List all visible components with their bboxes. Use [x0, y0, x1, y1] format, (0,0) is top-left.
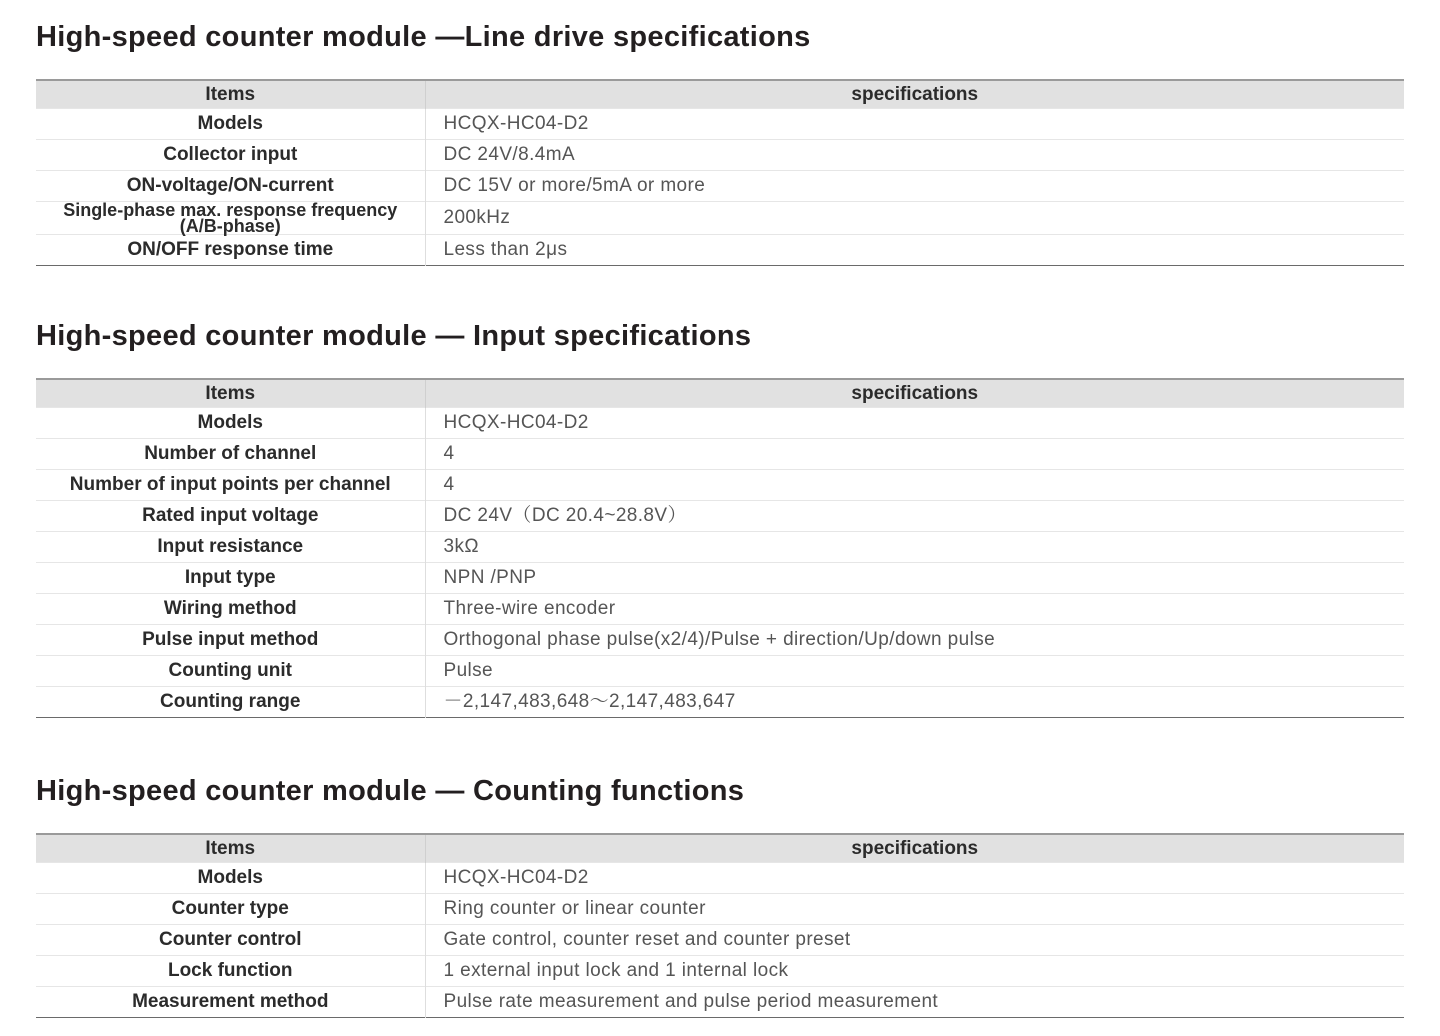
item-label: Input resistance: [36, 532, 425, 563]
spec-value: Less than 2μs: [425, 235, 1404, 266]
spec-value: 4: [425, 470, 1404, 501]
items-column-header: Items: [36, 80, 425, 109]
spec-value: 4: [425, 439, 1404, 470]
spec-value: DC 24V/8.4mA: [425, 140, 1404, 171]
item-label: Models: [36, 863, 425, 894]
specifications-column-header: specifications: [425, 834, 1404, 863]
table-row: [36, 470, 1404, 501]
spec-value: DC 15V or more/5mA or more: [425, 171, 1404, 202]
item-label: [36, 202, 425, 235]
spec-value: Gate control, counter reset and counter preset: [425, 925, 1404, 956]
counting-functions-table: [36, 833, 1404, 1018]
table-row: [36, 532, 1404, 563]
table-row: [36, 439, 1404, 470]
item-label: Measurement method: [36, 987, 425, 1018]
item-label: Counter type: [36, 894, 425, 925]
section-title: High-speed counter module — Counting functions: [36, 775, 745, 807]
section-title: High-speed counter module — Input specifications: [36, 320, 752, 352]
spec-value: Three-wire encoder: [425, 594, 1404, 625]
spec-value: DC 24V（DC 20.4~28.8V）: [425, 501, 1404, 532]
spec-value: 3kΩ: [425, 532, 1404, 563]
section-input-specifications: [36, 313, 1404, 712]
table-row: [36, 235, 1404, 266]
item-label: Number of input points per channel: [36, 470, 425, 501]
spec-value: －2,147,483,648～2,147,483,647: [425, 687, 1404, 718]
table-row: [36, 140, 1404, 171]
table-row: [36, 501, 1404, 532]
table-header-row: [36, 80, 1404, 109]
table-row: [36, 656, 1404, 687]
section-title: High-speed counter module —Line drive specifications: [36, 21, 811, 53]
item-label: Collector input: [36, 140, 425, 171]
table-header-row: [36, 834, 1404, 863]
item-label: Input type: [36, 563, 425, 594]
input-spec-table: [36, 378, 1404, 718]
table-row: [36, 925, 1404, 956]
table-row: [36, 625, 1404, 656]
spec-value: 1 external input lock and 1 internal lock: [425, 956, 1404, 987]
specifications-column-header: specifications: [425, 379, 1404, 408]
spec-value: Pulse rate measurement and pulse period measurement: [425, 987, 1404, 1018]
table-row: [36, 894, 1404, 925]
table-row: [36, 863, 1404, 894]
table-row: [36, 594, 1404, 625]
item-label: Wiring method: [36, 594, 425, 625]
section-line-drive-specifications: [36, 14, 1404, 260]
items-column-header: Items: [36, 379, 425, 408]
table-header-row: [36, 379, 1404, 408]
items-column-header: Items: [36, 834, 425, 863]
section-counting-functions: [36, 768, 1404, 1012]
spec-value: Pulse: [425, 656, 1404, 687]
specifications-column-header: specifications: [425, 80, 1404, 109]
spec-value: NPN /PNP: [425, 563, 1404, 594]
item-label: Rated input voltage: [36, 501, 425, 532]
item-label: Lock function: [36, 956, 425, 987]
spec-value: HCQX-HC04-D2: [425, 408, 1404, 439]
item-label-line-2: (A/B-phase): [179, 216, 281, 236]
item-label: ON-voltage/ON-current: [36, 171, 425, 202]
item-label: Models: [36, 109, 425, 140]
table-row: [36, 987, 1404, 1018]
item-label-line-1: Single-phase max. response frequency: [63, 200, 398, 220]
table-row: [36, 563, 1404, 594]
item-label: Counter control: [36, 925, 425, 956]
item-label: Pulse input method: [36, 625, 425, 656]
item-label: Number of channel: [36, 439, 425, 470]
table-row: [36, 109, 1404, 140]
line-drive-spec-table: [36, 79, 1404, 266]
spec-value: Orthogonal phase pulse(x2/4)/Pulse + direction/Up/down pulse: [425, 625, 1404, 656]
spec-value: HCQX-HC04-D2: [425, 863, 1404, 894]
spec-value: HCQX-HC04-D2: [425, 109, 1404, 140]
item-label: ON/OFF response time: [36, 235, 425, 266]
table-row: [36, 687, 1404, 718]
item-label: Counting range: [36, 687, 425, 718]
table-row: [36, 171, 1404, 202]
item-label: Models: [36, 408, 425, 439]
table-row: [36, 202, 1404, 235]
table-row: [36, 408, 1404, 439]
item-label: Counting unit: [36, 656, 425, 687]
spec-value: 200kHz: [425, 202, 1404, 235]
spec-value: Ring counter or linear counter: [425, 894, 1404, 925]
table-row: [36, 956, 1404, 987]
